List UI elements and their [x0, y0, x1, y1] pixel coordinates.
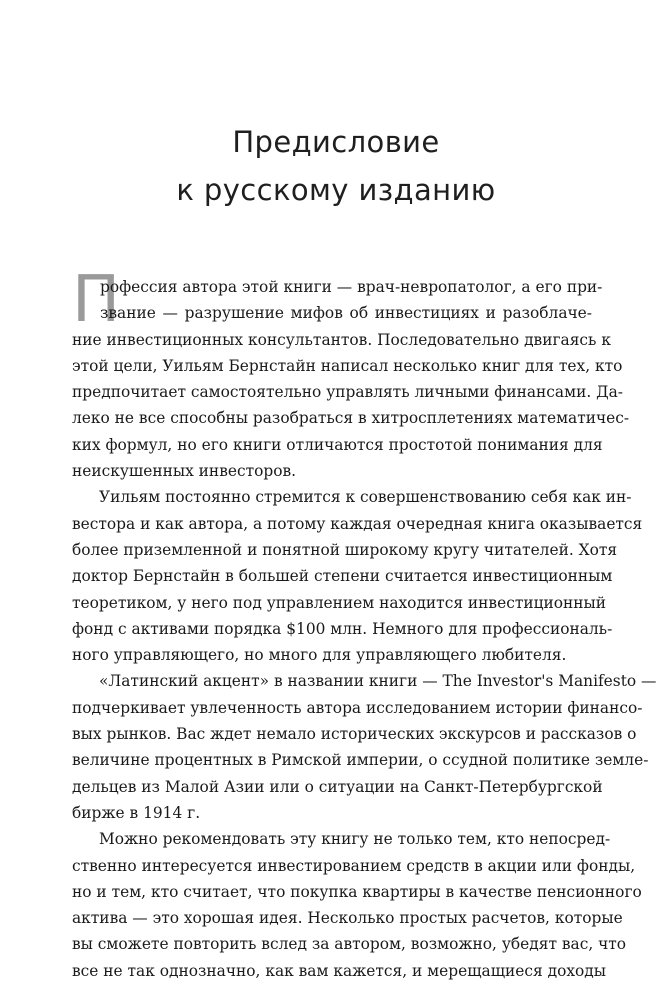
- chapter-title-line-2: к русскому изданию: [176, 173, 496, 207]
- text-line: Уильям постоянно стремится к совершенствованию себя как ин-: [99, 488, 632, 507]
- paragraph-2: [72, 484, 643, 668]
- text-line: предпочитает самостоятельно управлять личными финансами. Да-: [72, 383, 624, 402]
- body-text: [72, 263, 657, 984]
- text-line: актива — это хорошая идея. Несколько простых расчетов, которые: [72, 909, 623, 928]
- text-line: но и тем, кто считает, что покупка квартиры в качестве пенсионного: [72, 882, 642, 901]
- text-line: неискушенных инвесторов.: [72, 462, 297, 481]
- text-line: бирже в 1914 г.: [72, 803, 201, 822]
- text-line: рофессия автора этой книги — врач-невропатолог, а его при-: [100, 278, 603, 296]
- text-line: фонд с активами порядка $100 млн. Немного для профессиональ-: [72, 619, 613, 638]
- text-line: леко не все способны разобраться в хитросплетениях математичес-: [72, 409, 630, 428]
- chapter-title: [0, 118, 672, 214]
- text-line: теоретиком, у него под управлением находится инвестиционный: [72, 593, 607, 612]
- text-line: вестора и как автора, а потому каждая очередная книга оказывается: [72, 514, 643, 533]
- paragraph-3: [72, 668, 657, 826]
- text-line: все не так однозначно, как вам кажется, и мерещащиеся доходы: [72, 961, 607, 980]
- text-line: «Латинский акцент» в названии книги — The Investor's Manifesto —: [99, 672, 657, 691]
- drop-cap: П: [72, 263, 121, 337]
- text-line: более приземленной и понятной широкому кругу читателей. Хотя: [72, 540, 618, 559]
- text-line: Можно рекомендовать эту книгу не только тем, кто непосред-: [99, 830, 611, 849]
- text-line: подчеркивает увлеченность автора исследованием истории финансо-: [72, 698, 643, 717]
- text-line: вы сможете повторить вслед за автором, возможно, убедят вас, что: [72, 935, 627, 954]
- text-line: вых рынков. Вас ждет немало исторических экскурсов и рассказов о: [72, 725, 637, 744]
- text-line: доктор Бернстайн в большей степени считается инвестиционным: [72, 567, 613, 586]
- text-line: величине процентных в Римской империи, о ссудной политике земле-: [72, 751, 649, 770]
- text-line: ких формул, но его книги отличаются простотой понимания для: [72, 435, 603, 454]
- text-line: звание — разрушение мифов об инвестициях и разоблаче-: [100, 304, 592, 323]
- paragraph-1: [72, 263, 630, 484]
- text-line: этой цели, Уильям Бернстайн написал несколько книг для тех, кто: [72, 356, 623, 375]
- text-line: дельцев из Малой Азии или о ситуации на Санкт-Петербургской: [72, 777, 603, 796]
- text-line: ственно интересуется инвестированием средств в акции или фонды,: [72, 856, 636, 875]
- chapter-title-line-1: Предисловие: [232, 125, 440, 159]
- paragraph-4: [72, 826, 642, 984]
- text-line: ного управляющего, но много для управляющего любителя.: [72, 646, 567, 665]
- text-line: ние инвестиционных консультантов. Последовательно двигаясь к: [72, 330, 611, 349]
